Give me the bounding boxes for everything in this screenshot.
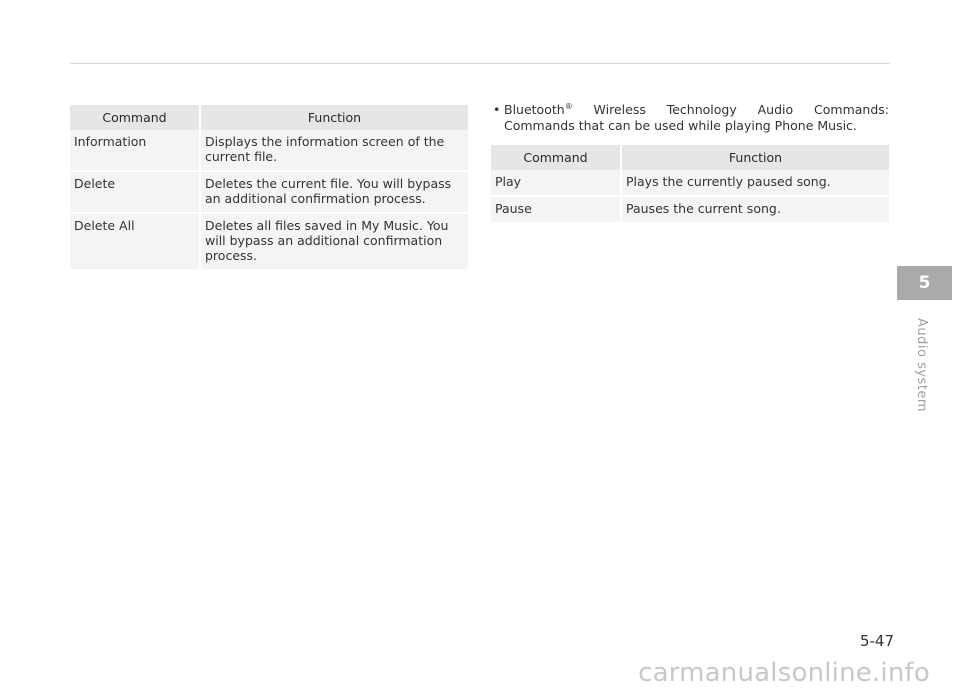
- bluetooth-commands-note: [493, 102, 889, 134]
- function-cell: Displays the information screen of the current file.: [200, 130, 468, 171]
- note-lead: Bluetooth: [504, 102, 565, 117]
- file-commands-table: [70, 105, 468, 269]
- chapter-number-tab: 5: [897, 266, 952, 300]
- registered-mark: ®: [564, 101, 573, 111]
- note-text: [493, 102, 889, 134]
- function-cell: Deletes all files saved in My Music. You will bypass an additional confirmation process.: [200, 213, 468, 269]
- page-number: 5-47: [859, 632, 894, 650]
- top-divider: [70, 63, 890, 64]
- chapter-title: Audio system: [914, 318, 929, 413]
- function-cell: Deletes the current file. You will bypass an additional confirmation process.: [200, 171, 468, 213]
- watermark-text: carmanualsonline.info: [638, 658, 930, 688]
- table-row: [491, 170, 889, 196]
- table-row: [491, 196, 889, 222]
- table-header-row: [491, 145, 889, 170]
- table-row: [70, 171, 468, 213]
- note-rest: Wireless Technology Audio Commands: Commands that can be used while playing Phone Music.: [504, 102, 889, 133]
- command-cell: Play: [491, 170, 621, 196]
- column-header-function: Function: [621, 145, 889, 170]
- bullet-dot: •: [493, 102, 501, 117]
- column-header-command: Command: [491, 145, 621, 170]
- command-cell: Delete: [70, 171, 200, 213]
- command-cell: Information: [70, 130, 200, 171]
- table-row: [70, 130, 468, 171]
- command-cell: Pause: [491, 196, 621, 222]
- column-header-command: Command: [70, 105, 200, 130]
- function-cell: Plays the currently paused song.: [621, 170, 889, 196]
- phone-music-commands-table: [491, 145, 889, 222]
- function-cell: Pauses the current song.: [621, 196, 889, 222]
- table-header-row: [70, 105, 468, 130]
- command-cell: Delete All: [70, 213, 200, 269]
- table-row: [70, 213, 468, 269]
- column-header-function: Function: [200, 105, 468, 130]
